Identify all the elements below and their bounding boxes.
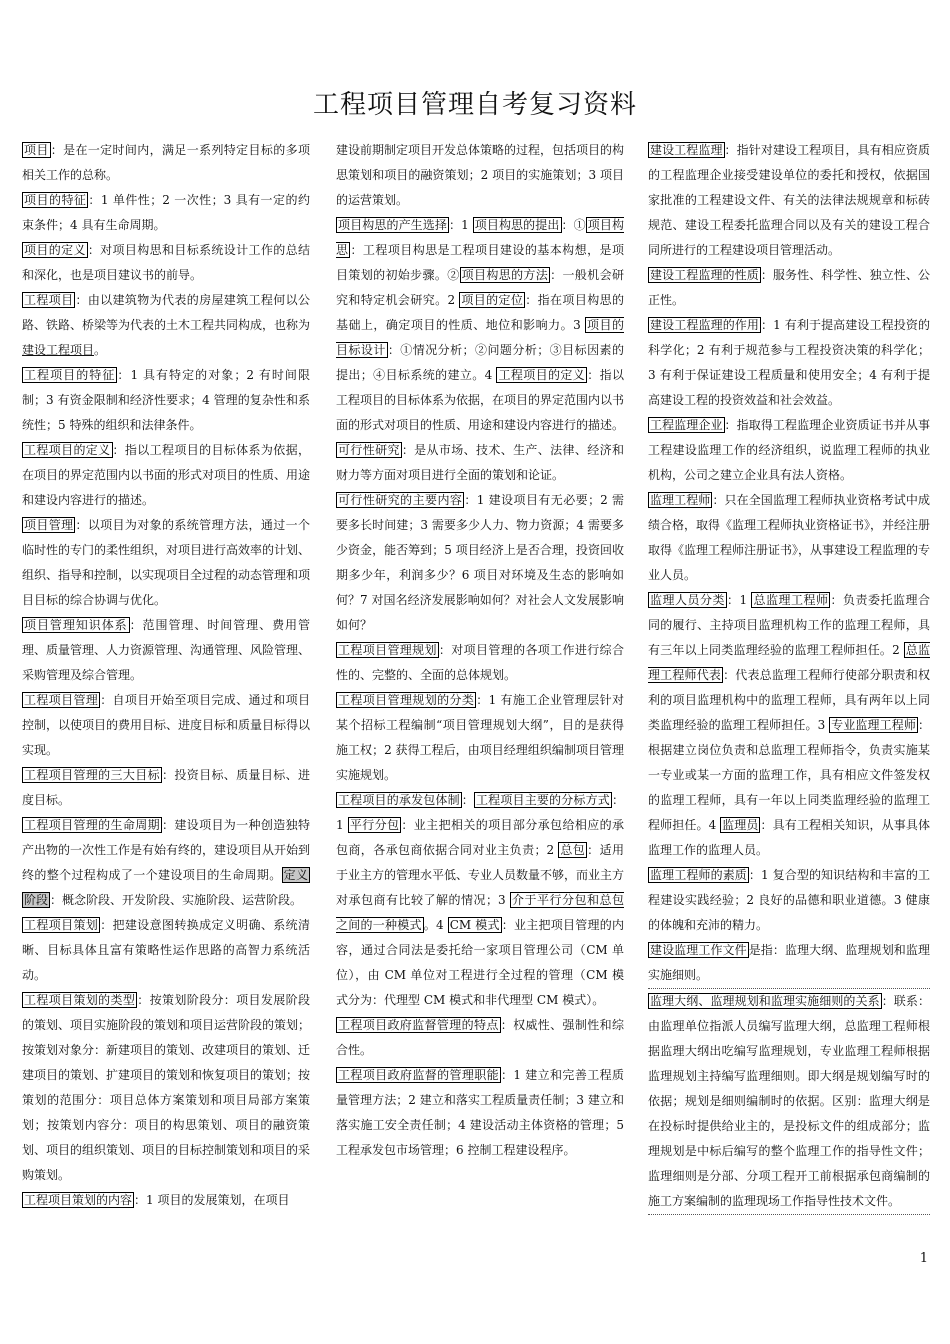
paragraph — [648, 138, 930, 263]
definition-text: ：业主把项目管理的内容，通过合同法是委托给一家项目管理公司（CM 单位），由 CM 单位对工程进行全过程的管理（CM 模式分为：代理型 CM 模式和非代理型 CM 模式）。 — [336, 918, 624, 1007]
definition-text: ：概念阶段、开发阶段、实施阶段、运营阶段。 — [50, 893, 303, 907]
key-term: 工程项目管理的三大目标 — [24, 768, 160, 782]
definition-text: ：代表总监理工程师行使部分职责和权利的项目监理机构中的监理工程师，具有两年以上同类监理经验的监理工程师担任。3 — [648, 668, 930, 732]
definition-text: ：建设项目为一种创造独特产出物的一次性工作是有始有终的，建设项目从开始到终的整个过程构成了一个建设项目的生命周期。 — [22, 818, 311, 882]
definition-text: ：1 具有特定的对象；2 有时间限制；3 有资金限制和经济性要求；4 管理的复杂性和系统性；5 特殊的组织和法律条件。 — [22, 368, 310, 432]
document-title: 工程项目管理自考复习资料 — [312, 90, 637, 120]
paragraph — [648, 938, 930, 988]
definition-text: ：以项目为对象的系统管理方法，通过一个临时性的专门的柔性组织，对项目进行高效率的计划、组织、指导和控制，以实现项目全过程的动态管理和项目目标的综合协调与优化。 — [22, 518, 311, 607]
key-term: 监理工程师的素质 — [650, 868, 747, 882]
paragraph — [336, 1013, 624, 1063]
column-3 — [648, 138, 930, 1215]
page-number: 1 — [919, 1251, 928, 1266]
paragraph — [648, 588, 930, 863]
definition-text: ：1 单件性；2 一次性；3 具有一定的约束条件；4 具有生命周期。 — [22, 193, 310, 232]
paragraph — [336, 788, 624, 1013]
definition-text: ：指取得工程监理企业资质证书并从事工程建设监理工作的经济组织，说监理工程师的执业机构，公司之建立企业具有法人资格。 — [648, 418, 930, 482]
key-term: 项目构思 — [336, 218, 624, 257]
key-term: 项目管理 — [24, 518, 74, 532]
definition-text: 是指：监理大纲、监理规划和监理实施细则。 — [648, 943, 930, 982]
paragraph — [648, 863, 930, 938]
paragraph — [22, 363, 310, 438]
definition-text: ：投资目标、质量目标、进度目标。 — [22, 768, 310, 807]
definition-text: 建设前期制定项目开发总体策略的过程，包括项目的构思策划和项目的融资策划；2 项目的实施策划；3 项目的运营策划。 — [336, 143, 625, 207]
key-term: 工程项目策划的内容 — [24, 1193, 133, 1207]
definition-text: ：1 复合型的知识结构和丰富的工程建设实践经验；2 良好的品德和职业道德。3 健康的体魄和充沛的精力。 — [648, 868, 930, 932]
key-term: 项目管理知识体系 — [24, 618, 128, 632]
paragraph — [336, 638, 624, 688]
key-term: 建设监理工作文件 — [650, 943, 747, 957]
definition-text: 。 — [94, 343, 107, 357]
column-2 — [336, 138, 624, 1163]
paragraph — [22, 188, 310, 238]
definition-text: ：具有工程相关知识，从事具体监理工作的监理人员。 — [648, 818, 930, 857]
key-term: 监理工程师 — [650, 493, 711, 507]
definition-text: ：联系：由监理单位指派人员编写监理大纲，总监理工程师根据监理大纲出吃编写监理规划，专业监理工程师根据监理规划主持编写监理细则。即大纲是规划编写时的依据；规划是细则编制时的依据。区别：监理大纲是在投标时提供给业主的，是投标文件的组成部分；监理规划是中标后编写的整个监理工作的指导性文件；监理细则是分部、分项工程开工前根据承包商编制的施工方案编制的监理现场工作指导性技术文件。 — [648, 994, 930, 1208]
definition-text: 。4 — [423, 918, 448, 932]
key-term: 介于平行分包和总包之间的一种模式 — [336, 893, 624, 932]
key-term: 建设工程监理的性质 — [650, 268, 759, 282]
paragraph — [336, 138, 624, 213]
key-term: 总监理工程师代表 — [648, 643, 930, 682]
definition-text: ：只在全国监理工程师执业资格考试中成绩合格，取得《监理工程师执业资格证书》，并经注册取得《监理工程师注册证书》，从事建设工程监理的专业人员。 — [648, 493, 931, 582]
key-term: 工程项目政府监督的管理职能 — [338, 1068, 500, 1082]
key-term: 工程监理企业 — [650, 418, 723, 432]
definition-text: ：按策划阶段分：项目发展阶段的策划、项目实施阶段的策划和项目运营阶段的策划；按策划对象分：新建项目的策划、改建项目的策划、迁建项目的策划、扩建项目的策划和恢复项目的策划；按策划的范围分：项目总体方案策划和项目局部方案策划；按策划内容分：项目的构思策划、项目的融资策划、项目的组织策划、项目的目标控制策划和项目的采购策划。 — [22, 993, 311, 1182]
definition-text: ：对项目构思和目标系统设计工作的总结和深化，也是项目建议书的前导。 — [22, 243, 310, 282]
key-term: CM 模式 — [449, 918, 500, 932]
paragraph — [22, 288, 310, 363]
definition-text: ：1 — [727, 593, 752, 607]
key-term: 专业监理工程师 — [831, 718, 916, 732]
key-term: 阶段 — [24, 893, 49, 907]
key-term: 可行性研究的主要内容 — [338, 493, 463, 507]
definition-text: ：根据建立岗位负责和总监理工程师指令，负责实施某一专业或某一方面的监理工作，具有相应文件签发权的监理工程师，具有一年以上同类监理经验的监理工程师担任。4 — [648, 718, 930, 832]
key-term: 工程项目的承发包体制 — [338, 793, 460, 807]
definition-text: ：把建设意图转换成定义明确、系统清晰、目标具体且富有策略性运作思路的高智力系统活动。 — [22, 918, 310, 982]
paragraph — [648, 313, 930, 413]
definition-text: ：自项目开始至项目完成、通过和项目控制，以使项目的费用目标、进度目标和质量目标得以实现。 — [22, 693, 311, 757]
definition-text: ：一般机会研究和特定机会研究。2 — [336, 268, 624, 307]
underlined-term: 建设工程项目 — [22, 343, 95, 357]
definition-text: ：1 有利于提高建设工程投资的科学化；2 有利于规范参与工程投资决策的科学化；3 有利于保证建设工程质量和使用安全；4 有利于提高建设工程的投资效益和社会效益。 — [648, 318, 930, 407]
key-term: 监理员 — [722, 818, 759, 832]
definition-text: ：适用于业主方的管理水平低、专业人员数量不够，而业主方对承包商有比较了解的情况；3 — [336, 843, 625, 907]
definition-text: ： — [461, 793, 474, 807]
column-1 — [22, 138, 310, 1213]
definition-text: ：业主把相关的项目部分承包给相应的承包商，各承包商依据合同对业主负责；2 — [336, 818, 624, 857]
key-term: 工程项目的定义 — [24, 443, 111, 457]
paragraph — [22, 763, 310, 813]
paragraph — [22, 913, 310, 988]
paragraph — [648, 488, 930, 588]
key-term: 可行性研究 — [338, 443, 400, 457]
paragraph — [648, 263, 930, 313]
key-term: 总监理工程师 — [753, 593, 829, 607]
key-term: 项目的特征 — [24, 193, 87, 207]
key-term: 项目的定位 — [461, 293, 524, 307]
key-term: 工程项目主要的分标方式 — [475, 793, 610, 807]
definition-text: ：范围管理、时间管理、费用管理、质量管理、人力资源管理、沟通管理、风险管理、采购管理及综合管理。 — [22, 618, 311, 682]
definition-text: ：1 建设项目有无必要；2 需要多长时间建；3 需要多少人力、物力资源；4 需要多少资金，能否筹到；5 项目经济上是否合理，投资回收期多少年，利润多少？6 项目对环境及生态的影响如何？7 对国名经济发展影响如何？对社会人文发展影响如何？ — [336, 493, 624, 632]
definition-text: ：指在项目构思的基础上，确定项目的性质、地位和影响力。3 — [336, 293, 624, 332]
key-term: 建设工程监理的作用 — [650, 318, 760, 332]
definition-text: ：1 建立和完善工程质量管理方法；2 建立和落实工程质量责任制；3 建立和落实施工安全责任制；4 建设活动主体资格的管理；5 工程承发包市场管理；6 控制工程建设程序。 — [336, 1068, 624, 1157]
definition-text: ：是在一定时间内，满足一系列特定目标的多项相关工作的总称。 — [22, 143, 310, 182]
definition-text: ：1 — [449, 218, 473, 232]
key-term: 项目构思的产生选择 — [338, 218, 448, 232]
paragraph — [22, 138, 310, 188]
paragraph — [336, 688, 624, 788]
definition-text: ：由以建筑物为代表的房屋建筑工程何以公路、铁路、桥梁等为代表的土木工程共同构成，也称为 — [22, 293, 311, 332]
key-term: 工程项目的定义 — [498, 368, 586, 382]
definition-text: ：1 — [336, 793, 624, 832]
definition-text: ：指针对建设工程项目，具有相应资质的工程监理企业接受建设单位的委托和授权，依据国家批准的工程建设文件、有关的法律法规规章和标砖规范、建设工程委托监理合同以及有关的建设工程合同所进行的工程建设项目管理活动。 — [648, 143, 930, 257]
paragraph — [22, 613, 310, 688]
key-term: 总包 — [560, 843, 586, 857]
definition-text: ：工程项目构思是工程项目建设的基本构想，是项目策划的初始步骤。② — [336, 243, 624, 282]
paragraph — [22, 238, 310, 288]
definition-text: ：对项目管理的各项工作进行综合性的、完整的、全面的总体规划。 — [336, 643, 624, 682]
key-term: 建设工程监理 — [650, 143, 723, 157]
key-term: 工程项目管理 — [24, 693, 99, 707]
key-term: 项目构思的提出 — [474, 218, 560, 232]
key-term: 项目构思的方法 — [461, 268, 549, 282]
definition-text: ：权威性、强制性和综合性。 — [336, 1018, 624, 1057]
key-term: 项目 — [24, 143, 49, 157]
key-term: 工程项目管理的生命周期 — [24, 818, 160, 832]
key-term: 工程项目策划的类型 — [24, 993, 136, 1007]
paragraph — [22, 988, 310, 1188]
key-term: 工程项目管理规划的分类 — [338, 693, 475, 707]
paragraph — [22, 688, 310, 763]
key-term: 定义 — [283, 868, 308, 882]
paragraph — [22, 513, 310, 613]
key-term: 监理大纲、监理规划和监理实施细则的关系 — [650, 994, 880, 1008]
paragraph — [22, 813, 310, 913]
paragraph — [336, 1063, 624, 1163]
key-term: 工程项目的特征 — [24, 368, 116, 382]
paragraph — [336, 488, 624, 638]
definition-text: ：①情况分析；②问题分析；③目标因素的提出；④目标系统的建立。4 — [336, 343, 624, 382]
definition-text: ：1 有施工企业管理层针对某个招标工程编制“项目管理规划大纲”，目的是获得施工权；2 获得工程后，由项目经理组织编制项目管理实施规划。 — [336, 693, 624, 782]
definition-text: ：指以工程项目的目标体系为依据，在项目的界定范围内以书面的形式对项目的性质、用途和建设内容进行的描述。 — [336, 368, 625, 432]
paragraph — [336, 438, 624, 488]
key-term: 工程项目策划 — [24, 918, 99, 932]
key-term: 监理人员分类 — [650, 593, 726, 607]
definition-text: ：负责委托监理合同的履行、主持项目监理机构工作的监理工程师，具有三年以上同类监理经验的监理工程师担任。2 — [648, 593, 930, 657]
definition-text: ：是从市场、技术、生产、法律、经济和财力等方面对项目进行全面的策划和论证。 — [336, 443, 624, 482]
paragraph — [22, 1188, 310, 1213]
definition-text: ：1 项目的发展策划，在项目 — [134, 1193, 290, 1207]
paragraph — [648, 413, 930, 488]
definition-text: ：指以工程项目的目标体系为依据，在项目的界定范围内以书面的形式对项目的性质、用途和建设内容进行的描述。 — [22, 443, 311, 507]
definition-text: ：服务性、科学性、独立性、公正性。 — [648, 268, 930, 307]
key-term: 项目的定义 — [24, 243, 86, 257]
key-term: 平行分包 — [349, 818, 400, 832]
key-term: 项目的目标设计 — [336, 318, 624, 357]
key-term: 工程项目管理规划 — [338, 643, 437, 657]
paragraph — [648, 988, 930, 1215]
key-term: 工程项目政府监督管理的特点 — [338, 1018, 499, 1032]
paragraph — [336, 213, 624, 438]
definition-text: ：① — [561, 218, 586, 232]
key-term: 工程项目 — [24, 293, 74, 307]
paragraph — [22, 438, 310, 513]
